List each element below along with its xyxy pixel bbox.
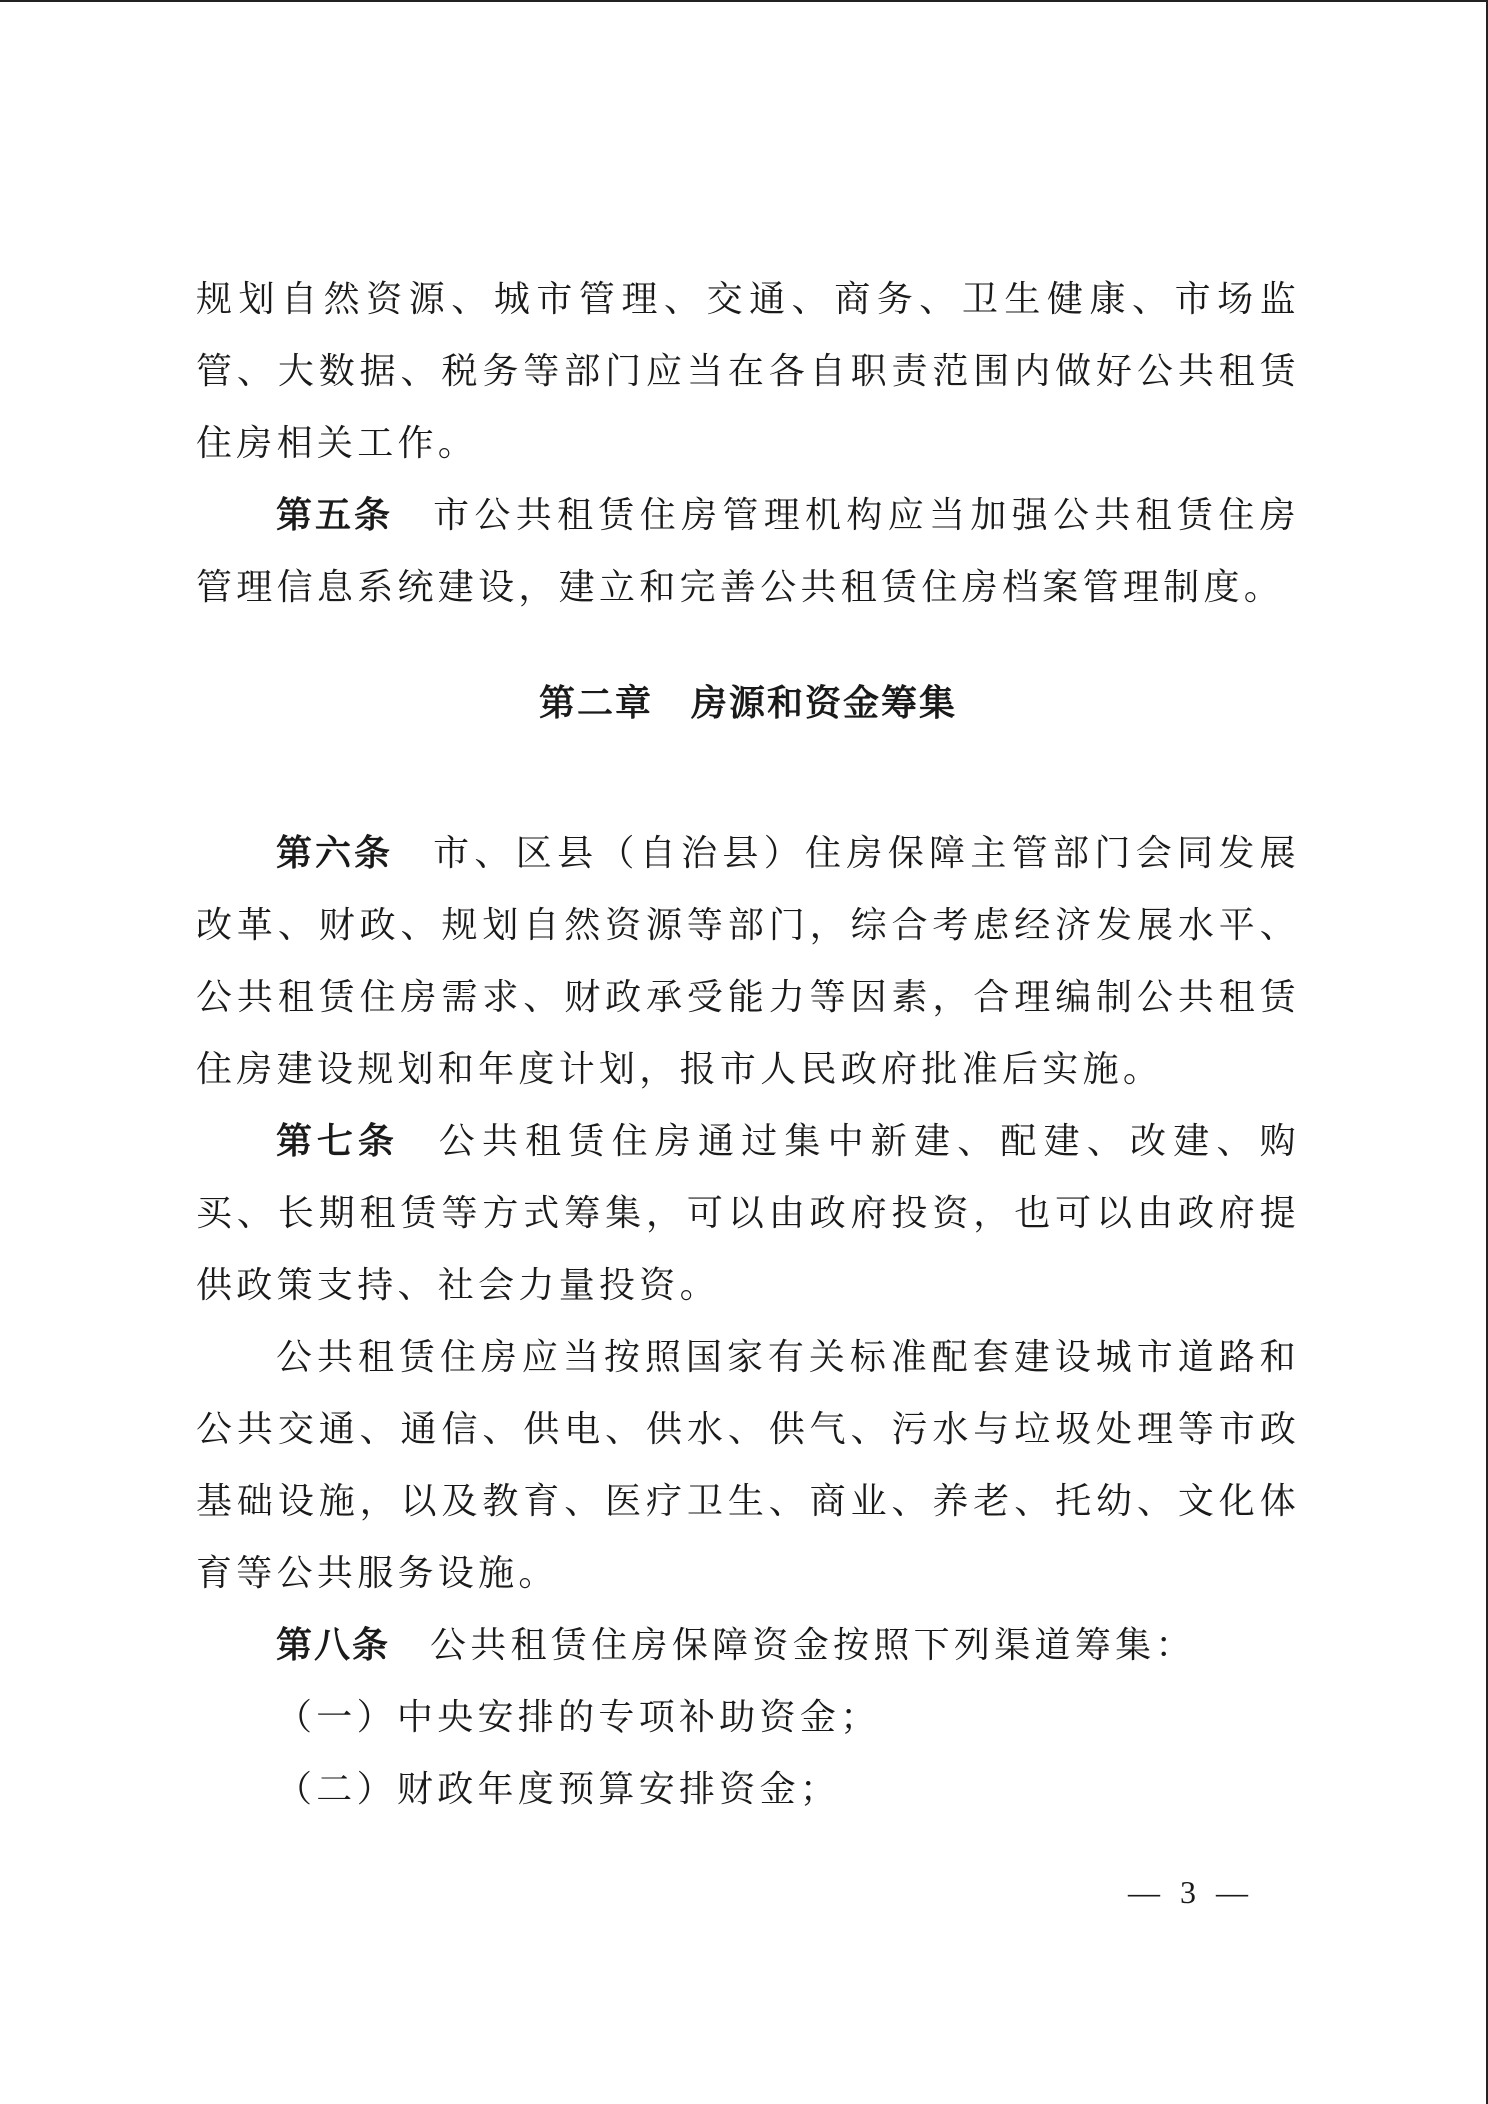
article-7 xyxy=(196,1106,1300,1322)
article-8-item-2: （二）财政年度预算安排资金； xyxy=(276,1769,841,1810)
article-5-heading: 第五条 xyxy=(276,495,394,536)
article-8 xyxy=(196,1610,1300,1682)
article-8-heading: 第八条 xyxy=(276,1625,391,1666)
article-7-heading: 第七条 xyxy=(276,1121,399,1162)
article-7-paragraph-2: 公共租赁住房应当按照国家有关标准配套建设城市道路和公共交通、通信、供电、供水、供气、污水与垃圾处理等市政基础设施，以及教育、医疗卫生、商业、养老、托幼、文化体育等公共服务设施。 xyxy=(196,1337,1300,1594)
paragraph-intro: 规划自然资源、城市管理、交通、商务、卫生健康、市场监管、大数据、税务等部门应当在各自职责范围内做好公共租赁住房相关工作。 xyxy=(196,279,1300,464)
article-6-heading: 第六条 xyxy=(276,833,394,874)
article-8-item-1: （一）中央安排的专项补助资金； xyxy=(276,1697,881,1738)
article-6-text: 市、区县（自治县）住房保障主管部门会同发展改革、财政、规划自然资源等部门，综合考虑经济发展水平、公共租赁住房需求、财政承受能力等因素，合理编制公共租赁住房建设规划和年度计划，报市人民政府批准后实施。 xyxy=(196,833,1300,1090)
article-7-text: 公共租赁住房通过集中新建、配建、改建、购买、长期租赁等方式筹集，可以由政府投资，也可以由政府提供政策支持、社会力量投资。 xyxy=(196,1121,1300,1306)
article-8-text: 公共租赁住房保障资金按照下列渠道筹集： xyxy=(430,1625,1196,1666)
page-number: — 3 — xyxy=(1128,1874,1254,1910)
article-5 xyxy=(196,480,1300,624)
article-6 xyxy=(196,818,1300,1106)
article-5-text: 市公共租赁住房管理机构应当加强公共租赁住房管理信息系统建设，建立和完善公共租赁住房档案管理制度。 xyxy=(196,495,1300,608)
chapter-title: 第二章 房源和资金筹集 xyxy=(538,683,957,724)
document-body xyxy=(196,264,1300,1826)
